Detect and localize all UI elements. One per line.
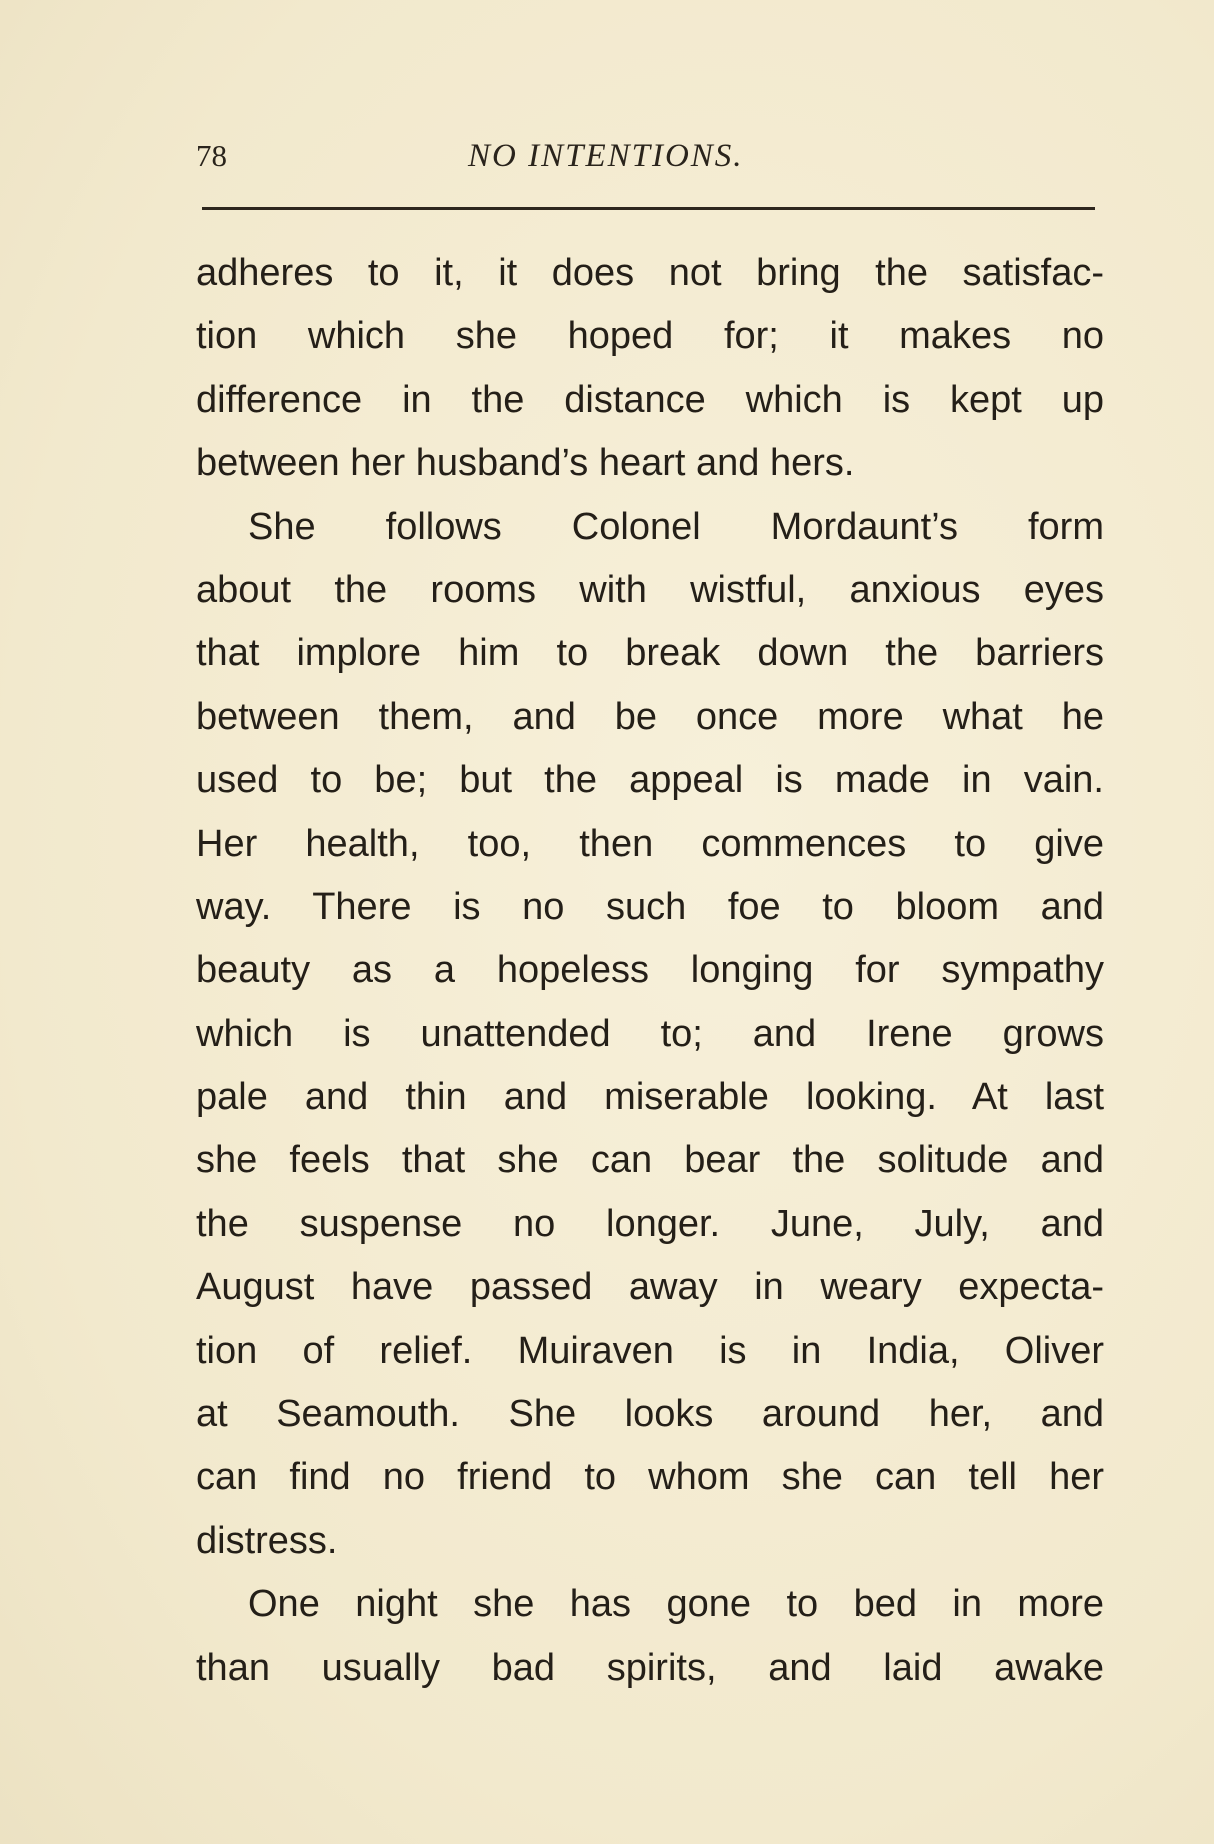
text-line: than usually bad spirits, and laid awake (196, 1646, 1104, 1689)
text-line: which is unattended to; and Irene grows (196, 1012, 1104, 1055)
text-line: used to be; but the appeal is made in vain. (196, 759, 1104, 802)
text-line: at Seamouth. She looks around her, and (196, 1393, 1104, 1436)
page-header (196, 132, 1096, 182)
header-rule (202, 207, 1095, 210)
text-line: distress. (196, 1519, 338, 1562)
text-line: pale and thin and miserable looking. At last (196, 1076, 1104, 1119)
text-line: adheres to it, it does not bring the satisfac- (196, 252, 1104, 294)
text-line: difference in the distance which is kept up (196, 378, 1104, 421)
text-line: about the rooms with wistful, anxious eyes (196, 568, 1104, 611)
text-line: between her husband’s heart and hers. (196, 442, 855, 485)
text-line: tion which she hoped for; it makes no (196, 315, 1104, 358)
text-line: she feels that she can bear the solitude and (196, 1139, 1104, 1182)
page-number: 78 (196, 138, 227, 173)
body-text (196, 242, 1104, 1700)
text-line: Her health, too, then commences to give (196, 822, 1104, 865)
text-line: can find no friend to whom she can tell her (196, 1456, 1104, 1499)
text-line: between them, and be once more what he (196, 695, 1104, 738)
text-line: She follows Colonel Mordaunt’s form (248, 505, 1104, 548)
text-line: way. There is no such foe to bloom and (196, 885, 1104, 928)
text-line: that implore him to break down the barriers (196, 632, 1104, 675)
text-line: beauty as a hopeless longing for sympathy (196, 949, 1104, 992)
text-line: One night she has gone to bed in more (248, 1583, 1104, 1626)
text-line: the suspense no longer. June, July, and (196, 1202, 1104, 1245)
text-line: August have passed away in weary expecta- (196, 1266, 1104, 1309)
running-title: NO INTENTIONS. (468, 138, 744, 174)
text-line: tion of relief. Muiraven is in India, Oliver (196, 1329, 1104, 1372)
